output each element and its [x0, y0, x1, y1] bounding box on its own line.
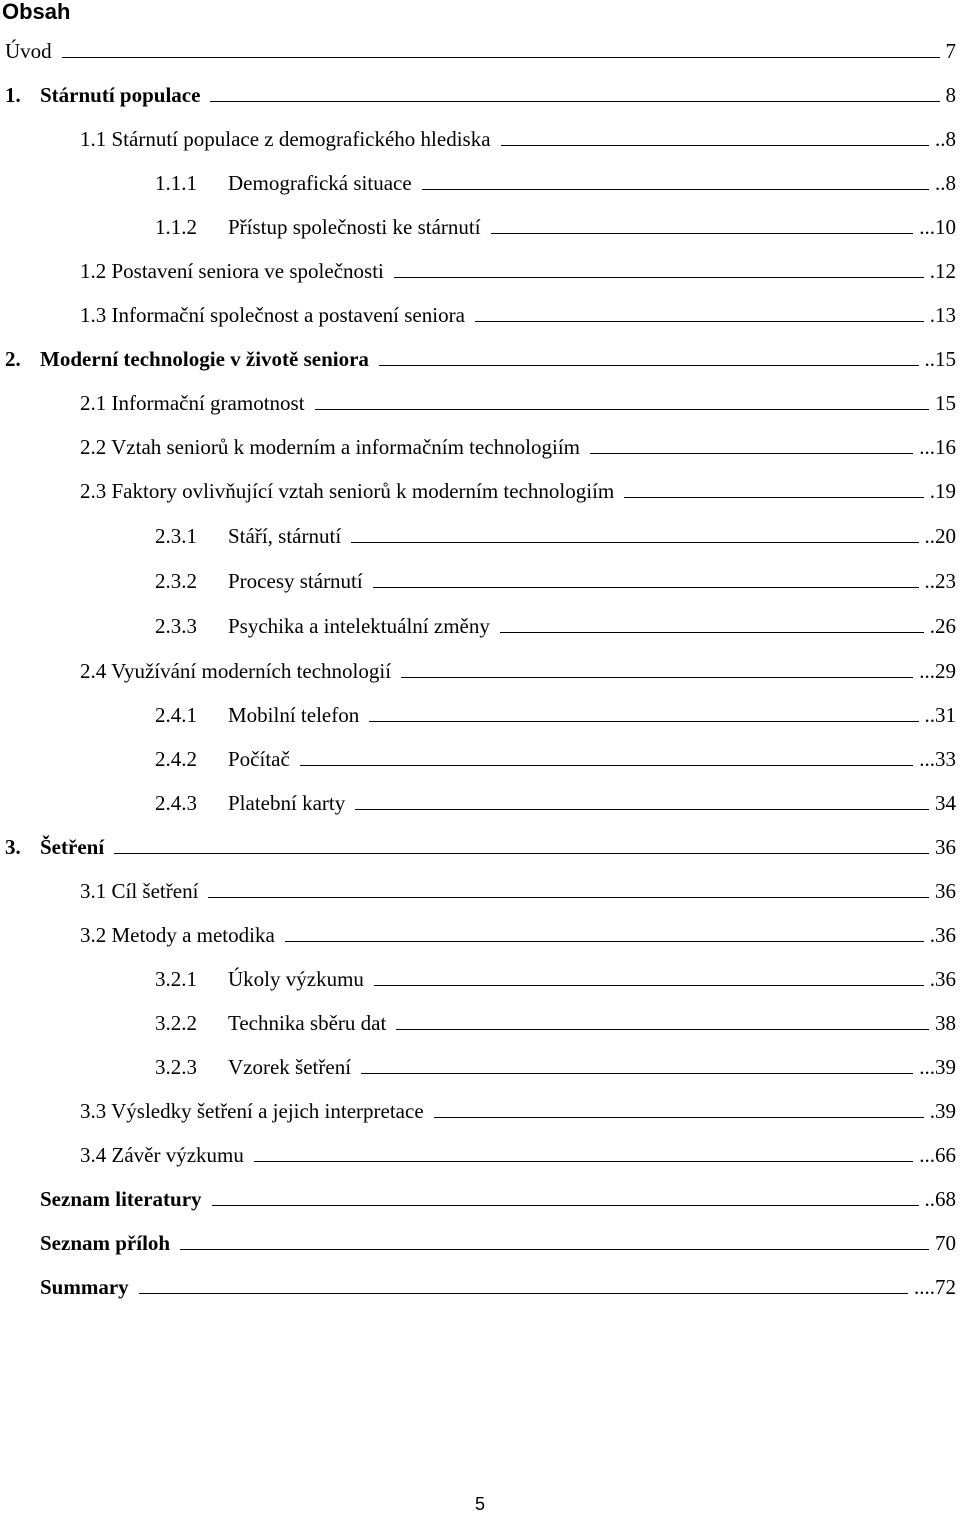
- toc-leader-line: [379, 365, 919, 366]
- toc-entry-number: 3.: [5, 835, 21, 859]
- toc-entry-title: Moderní technologie v životě seniora: [40, 347, 369, 371]
- toc-entry-title: Šetření: [40, 835, 105, 859]
- toc-entry[interactable]: [0, 1096, 956, 1126]
- toc-entry-page: 7: [945, 39, 956, 63]
- toc-entry-page: ....72: [914, 1275, 956, 1299]
- toc-entry-title: 2.4 Využívání moderních technologií: [80, 659, 392, 683]
- toc-leader-line: [590, 453, 913, 454]
- toc-entry-page: ..23: [924, 569, 956, 593]
- toc-entry-title: Demografická situace: [228, 171, 412, 195]
- toc-leader-line: [254, 1161, 913, 1162]
- toc-leader-line: [114, 853, 929, 854]
- toc-entry[interactable]: [0, 256, 956, 286]
- toc-entry-number: 1.1.1: [155, 171, 197, 195]
- toc-entry-title: 3.2 Metody a metodika: [80, 923, 275, 947]
- toc-entry[interactable]: [0, 344, 956, 374]
- toc-entry-page: 8: [945, 83, 956, 107]
- toc-entry[interactable]: [0, 611, 956, 641]
- toc-entry-page: 38: [935, 1011, 956, 1035]
- toc-entry-page: ..31: [924, 703, 956, 727]
- toc-entry-page: ...16: [919, 435, 956, 459]
- toc-leader-line: [139, 1293, 908, 1294]
- toc-leader-line: [491, 233, 914, 234]
- toc-entry-page: .13: [929, 303, 956, 327]
- toc-entry[interactable]: [0, 1052, 956, 1082]
- toc-entry[interactable]: [0, 964, 956, 994]
- toc-leader-line: [369, 721, 918, 722]
- toc-entry-title: Procesy stárnutí: [228, 569, 363, 593]
- toc-entry[interactable]: [0, 1272, 956, 1302]
- toc-entry-page: ..15: [924, 347, 956, 371]
- toc-entry-number: 3.2.2: [155, 1011, 197, 1035]
- toc-entry-page: 70: [935, 1231, 956, 1255]
- toc-entry-title: Úkoly výzkumu: [228, 967, 364, 991]
- toc-entry-title: Stárnutí populace: [40, 83, 201, 107]
- toc-entry-title: 1.2 Postavení seniora ve společnosti: [80, 259, 384, 283]
- toc-entry-page: ..68: [924, 1187, 956, 1211]
- toc-entry-title: 1.1 Stárnutí populace z demografického hlediska: [80, 127, 491, 151]
- toc-entry[interactable]: [0, 656, 956, 686]
- toc-leader-line: [422, 189, 929, 190]
- toc-leader-line: [624, 497, 924, 498]
- toc-entry[interactable]: [0, 521, 956, 551]
- toc-entry-page: .36: [929, 923, 956, 947]
- toc-entry-page: ...29: [919, 659, 956, 683]
- toc-entry-title: Úvod: [5, 39, 52, 63]
- toc-entry-number: 1.1.2: [155, 215, 197, 239]
- toc-entry-number: 2.3.1: [155, 524, 197, 548]
- toc-leader-line: [210, 101, 939, 102]
- toc-leader-line: [500, 632, 924, 633]
- toc-entry[interactable]: [0, 788, 956, 818]
- toc-leader-line: [475, 321, 924, 322]
- toc-entry-title: 2.1 Informační gramotnost: [80, 391, 305, 415]
- toc-entry-title: Vzorek šetření: [228, 1055, 352, 1079]
- toc-entry-page: 15: [935, 391, 956, 415]
- toc-entry[interactable]: [0, 920, 956, 950]
- toc-entry-page: ..8: [935, 171, 956, 195]
- toc-leader-line: [394, 277, 924, 278]
- toc-leader-line: [396, 1029, 929, 1030]
- toc-leader-line: [62, 57, 940, 58]
- toc-entry-number: 2.4.1: [155, 703, 197, 727]
- toc-entry-title: Stáří, stárnutí: [228, 524, 342, 548]
- toc-entry-number: 2.4.2: [155, 747, 197, 771]
- toc-entry-title: Summary: [40, 1275, 129, 1299]
- toc-leader-line: [434, 1117, 924, 1118]
- toc-entry-title: 2.3 Faktory ovlivňující vztah seniorů k moderním technologiím: [80, 479, 615, 503]
- toc-leader-line: [374, 985, 924, 986]
- toc-entry[interactable]: [0, 1008, 956, 1038]
- toc-leader-line: [401, 677, 913, 678]
- toc-leader-line: [285, 941, 924, 942]
- toc-entry-page: ..8: [935, 127, 956, 151]
- toc-entry[interactable]: [0, 832, 956, 862]
- toc-entry-title: Platební karty: [228, 791, 346, 815]
- toc-entry-page: .12: [929, 259, 956, 283]
- toc-leader-line: [373, 587, 919, 588]
- toc-entry-page: ..20: [924, 524, 956, 548]
- toc-entry-page: ...66: [919, 1143, 956, 1167]
- toc-entry-number: 3.2.3: [155, 1055, 197, 1079]
- toc-entry-title: Přístup společnosti ke stárnutí: [228, 215, 481, 239]
- toc-entry-page: .36: [929, 967, 956, 991]
- toc-entry-number: 2.3.2: [155, 569, 197, 593]
- toc-entry-page: .39: [929, 1099, 956, 1123]
- toc-entry-title: Technika sběru dat: [228, 1011, 387, 1035]
- toc-heading: Obsah: [2, 0, 71, 24]
- toc-entry-page: 34: [935, 791, 956, 815]
- toc-entry-number: 3.2.1: [155, 967, 197, 991]
- toc-leader-line: [361, 1073, 913, 1074]
- toc-entry-title: Seznam literatury: [40, 1187, 202, 1211]
- toc-entry-title: Počítač: [228, 747, 290, 771]
- toc-entry[interactable]: [0, 876, 956, 906]
- toc-entry[interactable]: [0, 566, 956, 596]
- toc-entry-title: 3.4 Závěr výzkumu: [80, 1143, 244, 1167]
- toc-entry[interactable]: [0, 124, 956, 154]
- toc-entry[interactable]: [0, 1140, 956, 1170]
- toc-entry-title: 2.2 Vztah seniorů k moderním a informačním technologiím: [80, 435, 581, 459]
- toc-entry[interactable]: [0, 432, 956, 462]
- toc-entry-page: ...10: [919, 215, 956, 239]
- toc-entry[interactable]: [0, 744, 956, 774]
- toc-entry-page: .19: [929, 479, 956, 503]
- toc-entry[interactable]: [0, 476, 956, 506]
- toc-leader-line: [501, 145, 929, 146]
- toc-entry-page: ...39: [919, 1055, 956, 1079]
- toc-leader-line: [351, 542, 918, 543]
- toc-entry-page: ...33: [919, 747, 956, 771]
- toc-entry-title: 3.3 Výsledky šetření a jejich interpretace: [80, 1099, 424, 1123]
- toc-entry-number: 2.: [5, 347, 21, 371]
- toc-entry[interactable]: [0, 212, 956, 242]
- toc-entry-title: Psychika a intelektuální změny: [228, 614, 490, 638]
- toc-entry-number: 2.4.3: [155, 791, 197, 815]
- toc-entry[interactable]: [0, 80, 956, 110]
- toc-entry-page: .26: [929, 614, 956, 638]
- toc-entry-title: Seznam příloh: [40, 1231, 171, 1255]
- toc-entry[interactable]: [0, 1228, 956, 1258]
- toc-leader-line: [315, 409, 929, 410]
- toc-entry-title: 1.3 Informační společnost a postavení seniora: [80, 303, 465, 327]
- toc-entry-page: 36: [935, 835, 956, 859]
- toc-entry-title: Mobilní telefon: [228, 703, 360, 727]
- toc-leader-line: [355, 809, 929, 810]
- toc-entry-number: 2.3.3: [155, 614, 197, 638]
- toc-entry[interactable]: [0, 388, 956, 418]
- toc-entry-number: 1.: [5, 83, 21, 107]
- toc-entry[interactable]: [0, 168, 956, 198]
- toc-leader-line: [208, 897, 929, 898]
- toc-entry-page: 36: [935, 879, 956, 903]
- toc-entry[interactable]: [0, 300, 956, 330]
- toc-entry[interactable]: [0, 700, 956, 730]
- page-number: 5: [474, 1494, 485, 1514]
- toc-entry[interactable]: [0, 36, 956, 66]
- toc-leader-line: [300, 765, 913, 766]
- toc-leader-line: [180, 1249, 929, 1250]
- toc-entry-title: 3.1 Cíl šetření: [80, 879, 199, 903]
- toc-entry[interactable]: [0, 1184, 956, 1214]
- toc-leader-line: [212, 1205, 919, 1206]
